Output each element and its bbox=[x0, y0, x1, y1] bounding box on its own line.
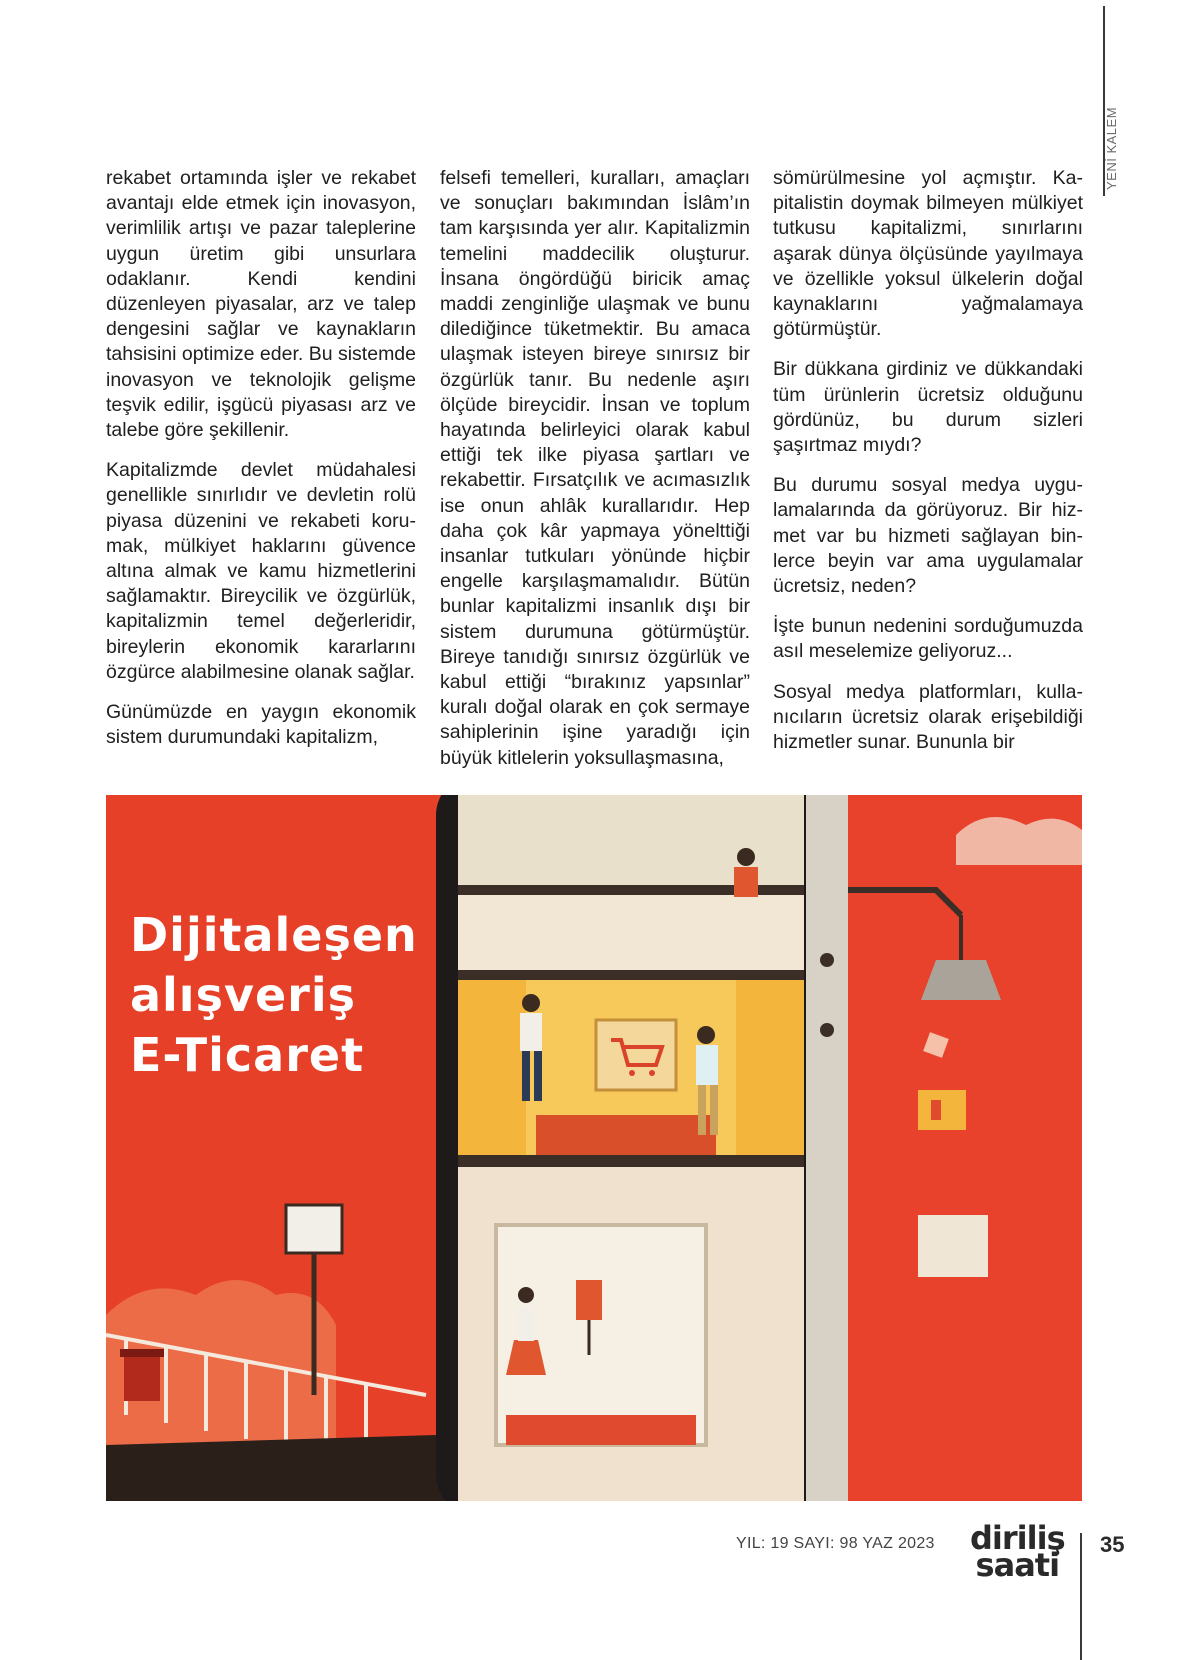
paragraph: rekabet ortamında işler ve rekabet avantajı elde etmek için inovasyon, verimlilik artışı ve pazar taleplerine uygun üretim gibi unsurlara odaklanır. Kendi kendini düzenleyen piyasalar, arz ve talep dengesini sağlar ve kaynakların tahsisini optimize eder. Bu sistemde inovasyon ve teknolojik gelişme teşvik edilir, işgücü piyasası arz ve talebe göre şekillenir. bbox=[106, 167, 416, 442]
magazine-logo bbox=[970, 1519, 1065, 1584]
issue-info: YIL: 19 SAYI: 98 YAZ 2023 bbox=[736, 1535, 935, 1552]
text-column-3 bbox=[773, 166, 1083, 770]
text-column-1 bbox=[106, 166, 416, 765]
paragraph: Günümüzde en yaygın ekonomik sistem durumundaki kapitalizm, bbox=[106, 701, 416, 749]
paragraph: Sosyal medya platformları, kullanıcıların ücretsiz olarak erişebildiği hizmetler sunar. Bununla bir bbox=[773, 680, 1083, 754]
footer-rule bbox=[1080, 1533, 1082, 1660]
paragraph: Kapitalizmde devlet müdahalesi genellikle sınırlıdır ve devletin rolü piyasa düzenini ve rekabeti korumak, mülkiyet haklarını güvence altına almak ve kamu hizmetlerini sağlamaktır. Bireycilik ve özgürlük, kapitalizmin temel değerleridir, bireylerin ekonomik kararlarını özgürce alabilmesine olanak sağlar. bbox=[106, 459, 416, 683]
paragraph: Bir dükkana girdiniz ve dükkandaki tüm ürünlerin ücretsiz olduğunu gördünüz, bu durum sizleri şaşırtmaz mıydı? bbox=[773, 358, 1083, 457]
logo-line-2: saati bbox=[975, 1546, 1060, 1584]
illustration-headline bbox=[130, 905, 418, 1085]
paragraph: felsefi temelleri, kuralları, amaçları ve sonuçları bakımından İslâm’ın tam karşısında yer alır. Kapitalizmin temelini maddecilik oluşturur. İnsana öngördüğü biricik amaç maddi zenginliğe ulaşmak ve bunu dilediğince tüketmektir. Bu amaca ulaşmak isteyen bireye sınırsız bir özgürlük tanır. Bu nedenle aşırı ölçüde bireycidir. İnsan ve toplum hayatında belirleyici olarak kabul ettiği tek ilke piyasa şartları ve rekabettir. Fırsatçılık ve acımasızlık ise onun ahlâk kurallarıdır. Hep daha çok kâr yapmaya yönelttiği insanlar tutkuları yönünde hiçbir engelle karşılaşmamalıdır. Bütün bunlar kapitalizmi insanlık dışı bir sistem durumuna götürmüştür. Bireye tanıdığı sınırsız özgürlük ve kabul ettiği “bırakınız yapsınlar” kuralı doğal olarak en çok sermaye sahiplerinin işine yaradığı için büyük kitlelerin yoksullaşmasına, bbox=[440, 167, 750, 769]
page-number: 35 bbox=[1100, 1532, 1125, 1557]
section-label: YENİ KALEM bbox=[1104, 106, 1119, 190]
paragraph: İşte bunun nedenini sorduğumuzda asıl meselemize geliyoruz... bbox=[773, 615, 1083, 663]
headline-line: alışveriş bbox=[130, 968, 356, 1022]
ecommerce-illustration bbox=[106, 795, 1082, 1501]
logo-line-1: diriliş bbox=[970, 1519, 1065, 1557]
headline-line: Dijitaleşen bbox=[130, 908, 418, 962]
illustration-graphic bbox=[106, 795, 1082, 1501]
paragraph: sömürülmesine yol açmıştır. Kapitalistin doymak bilmeyen mülkiyet tutkusu kapitalizmi, sınırlarını aşarak dünya ölçüsünde yayılmaya ve özellikle yoksul ülkelerin doğal kaynaklarını yağmalamaya götürmüştür. bbox=[773, 167, 1083, 341]
paragraph: Bu durumu sosyal medya uygulamalarında da görüyoruz. Bir hizmet var bu hizmeti sağlayan binlerce beyin var ama uygulamalar ücretsiz, neden? bbox=[773, 474, 1083, 598]
text-column-2 bbox=[440, 166, 750, 786]
headline-line: E-Ticaret bbox=[130, 1028, 365, 1082]
